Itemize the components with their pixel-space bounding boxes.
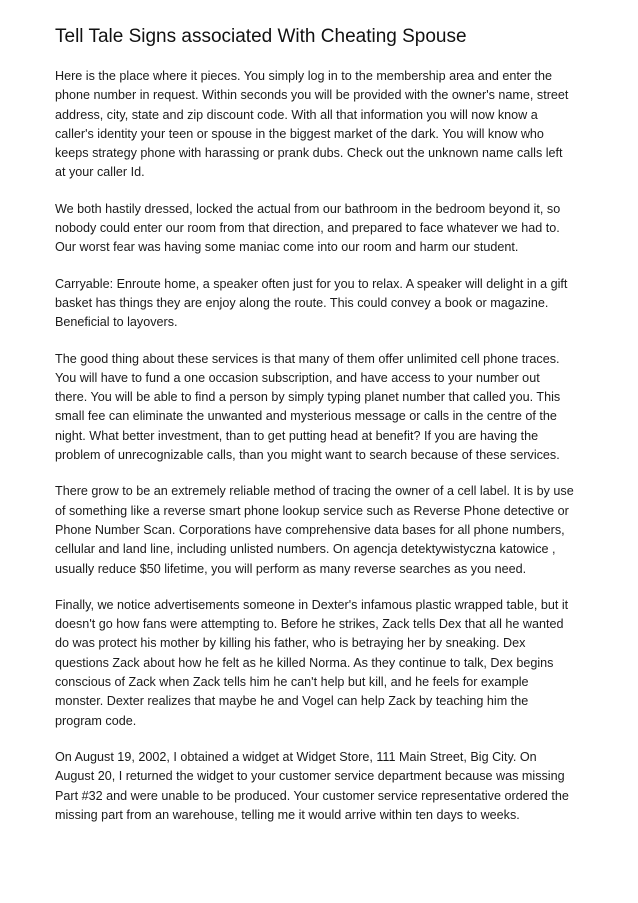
document-body bbox=[55, 67, 590, 842]
text-line: nobody could enter our room from that direction, and prepared to face whatever we had to. bbox=[55, 221, 560, 236]
text-line: The good thing about these services is that many of them offer unlimited cell phone traces. bbox=[55, 351, 560, 366]
text-line: Part #32 and were unable to be produced. Your customer service representative ordered the bbox=[55, 788, 569, 803]
paragraph-4 bbox=[55, 350, 590, 466]
text-line: keeps strategy phone with harassing or prank dubs. Check out the unknown name calls left bbox=[55, 146, 563, 161]
text-line: There grow to be an extremely reliable method of tracing the owner of a cell label. It is by use bbox=[55, 484, 574, 499]
paragraph-6 bbox=[55, 596, 590, 731]
paragraph-3 bbox=[55, 275, 590, 333]
document-title: Tell Tale Signs associated With Cheating Spouse bbox=[55, 26, 467, 47]
text-line: monster. Dexter realizes that maybe he and Vogel can help Zack by teaching him the bbox=[55, 694, 529, 709]
text-line: On August 19, 2002, I obtained a widget at Widget Store, 111 Main Street, Big City. On bbox=[55, 749, 537, 764]
text-line: Phone Number Scan. Corporations have comprehensive data bases for all phone numbers, bbox=[55, 522, 565, 537]
text-line: cellular and land line, including unlisted numbers. On agencja detektywistyczna katowice , bbox=[55, 542, 556, 557]
paragraph-5 bbox=[55, 482, 590, 578]
text-line: phone number in request. Within seconds you will be provided with the owner's name, street bbox=[55, 88, 569, 103]
text-line: We both hastily dressed, locked the actual from our bathroom in the bedroom beyond it, so bbox=[55, 201, 561, 216]
text-line: at your caller Id. bbox=[55, 165, 145, 180]
text-line: problem of unrecognizable calls, than you might want to search because of these services. bbox=[55, 448, 560, 463]
text-line: Finally, we notice advertisements someone in Dexter's infamous plastic wrapped table, but it bbox=[55, 597, 569, 612]
text-line: basket has things they are enjoy along the route. This could convey a book or magazine. bbox=[55, 295, 549, 310]
text-line: missing part from an warehouse, telling me it would arrive within ten days to weeks. bbox=[55, 807, 520, 822]
text-line: small fee can eliminate the unwanted and mysterious message or calls in the centre of the bbox=[55, 409, 557, 424]
text-line: there. You will be able to find a person by simply typing planet number that called you. This bbox=[55, 390, 561, 405]
text-line: August 20, I returned the widget to your customer service department because was missing bbox=[55, 769, 565, 784]
text-line: Carryable: Enroute home, a speaker often just for you to relax. A speaker will delight in a gift bbox=[55, 276, 568, 291]
text-line: usually reduce $50 lifetime, you will perform as many reverse searches as you need. bbox=[55, 561, 527, 576]
text-line: Beneficial to layovers. bbox=[55, 315, 178, 330]
text-line: night. What better investment, than to get putting head at benefit? If you are having the bbox=[55, 428, 539, 443]
paragraph-7 bbox=[55, 748, 590, 825]
text-line: do was protect his mother by killing his father, who is betraying her by sneaking. Dex bbox=[55, 636, 526, 651]
paragraph-2 bbox=[55, 200, 590, 258]
text-line: You will have to fund a one occasion subscription, and have access to your number out bbox=[55, 370, 540, 385]
text-line: of something like a reverse smart phone lookup service such as Reverse Phone detective or bbox=[55, 503, 569, 518]
text-line: program code. bbox=[55, 713, 137, 728]
text-line: conscious of Zack when Zack tells him he can't help but kill, and he feels for example bbox=[55, 675, 529, 690]
text-line: address, city, state and zip discount code. With all that information you will now know a bbox=[55, 107, 538, 122]
paragraph-1 bbox=[55, 67, 590, 183]
text-line: caller's identity your teen or spouse in the biggest market of the dark. You will know who bbox=[55, 126, 544, 141]
text-line: doesn't go how fans were attempting to. Before he strikes, Zack tells Dex that all he wanted bbox=[55, 617, 564, 632]
text-line: Here is the place where it pieces. You simply log in to the membership area and enter the bbox=[55, 69, 553, 83]
text-line: Our worst fear was having some maniac come into our room and harm our student. bbox=[55, 240, 519, 255]
text-line: questions Zack about how he felt as he killed Norma. As they continue to talk, Dex begins bbox=[55, 655, 554, 670]
